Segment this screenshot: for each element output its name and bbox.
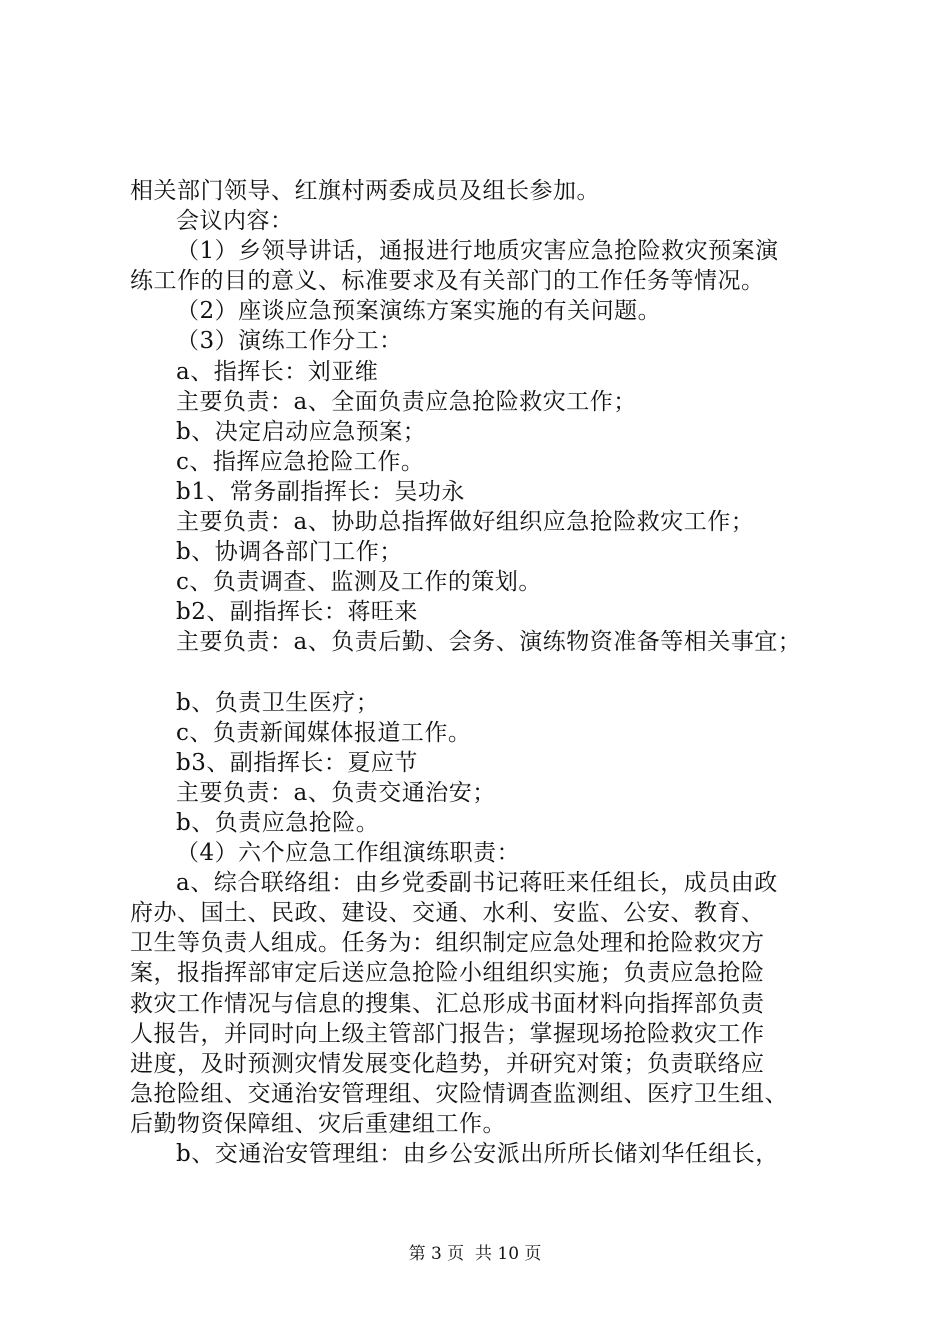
text-line: 府办、国土、民政、建设、交通、水利、安监、公安、教育、 (130, 900, 765, 927)
text-line: 会议内容： (176, 208, 294, 235)
text-line: c、指挥应急抢险工作。 (176, 448, 425, 475)
text-line: 进度，及时预测灾情发展变化趋势，并研究对策；负责联络应 (130, 1050, 765, 1077)
text-line: 后勤物资保障组、灾后重建组工作。 (130, 1110, 506, 1137)
text-line: b、协调各部门工作； (176, 539, 403, 566)
text-line: 人报告，并同时向上级主管部门报告；掌握现场抢险救灾工作 (130, 1020, 765, 1047)
text-line: 案，报指挥部审定后送应急抢险小组组织实施；负责应急抢险 (130, 960, 765, 987)
text-line: 主要负责：a、负责后勤、会务、演练物资准备等相关事宜； (176, 629, 802, 656)
text-line: a、综合联络组：由乡党委副书记蒋旺来任组长，成员由政 (176, 870, 778, 897)
text-line: （3）演练工作分工： (176, 328, 403, 355)
text-line: 主要负责：a、协助总指挥做好组织应急抢险救灾工作； (176, 509, 755, 536)
text-line: 救灾工作情况与信息的搜集、汇总形成书面材料向指挥部负责 (130, 990, 765, 1017)
text-line: b1、常务副指挥长：吴功永 (176, 478, 465, 505)
text-line: 急抢险组、交通治安管理组、灾险情调查监测组、医疗卫生组、 (130, 1080, 788, 1107)
text-line: c、负责新闻媒体报道工作。 (176, 719, 472, 746)
text-line: （4）六个应急工作组演练职责： (176, 840, 521, 867)
text-line: （2）座谈应急预案演练方案实施的有关问题。 (176, 298, 662, 325)
text-line: b3、副指挥长：夏应节 (176, 749, 418, 776)
text-line: b2、副指挥长：蒋旺来 (176, 599, 418, 626)
text-line: 主要负责：a、负责交通治安； (176, 779, 496, 806)
text-line: 练工作的目的意义、标准要求及有关部门的工作任务等情况。 (130, 268, 765, 295)
text-line: c、负责调查、监测及工作的策划。 (176, 569, 542, 596)
text-line: b、负责应急抢险。 (176, 809, 380, 836)
page-footer: 第 3 页 共 10 页 (408, 1244, 542, 1264)
text-line: （1）乡领导讲话，通报进行地质灾害应急抢险救灾预案演 (176, 238, 779, 265)
text-line: b、负责卫生医疗； (176, 689, 380, 716)
text-line: 相关部门领导、红旗村两委成员及组长参加。 (130, 178, 600, 204)
blank-line (130, 658, 830, 688)
text-line: b、决定启动应急预案； (176, 418, 427, 445)
document-body (130, 176, 830, 1169)
text-line: 卫生等负责人组成。任务为：组织制定应急处理和抢险救灾方 (130, 930, 765, 957)
text-line: 主要负责：a、全面负责应急抢险救灾工作； (176, 388, 637, 415)
text-line: b、交通治安管理组：由乡公安派出所所长储刘华任组长， (176, 1141, 779, 1167)
text-line: a、指挥长：刘亚维 (176, 358, 379, 385)
